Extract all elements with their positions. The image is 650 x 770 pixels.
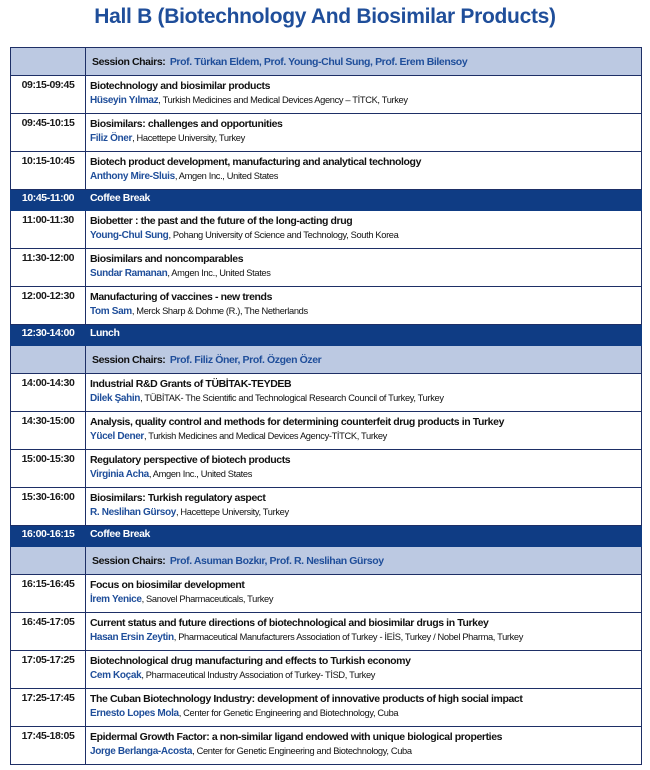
talk-time: 15:00-15:30 [11,450,86,488]
speaker-name: Hüseyin Yılmaz [90,95,159,106]
speaker-affiliation: , Turkish Medicines and Medical Devices Agency – TİTCK, Turkey [158,95,408,105]
chairs-cell [86,547,642,575]
talk-row [11,651,642,689]
speaker-name: Jorge Berlanga-Acosta [90,746,193,757]
talk-row [11,727,642,765]
speaker-name: Virginia Acha [90,469,149,480]
talk-time: 17:05-17:25 [11,651,86,689]
speaker-name: Cem Koçak [90,670,142,681]
talk-title: Biosimilars: Turkish regulatory aspect [90,492,266,504]
talk-title: Biotechnology and biosimilar products [90,80,271,92]
talk-title: Biosimilars and noncomparables [90,253,244,265]
talk-cell [86,450,642,488]
talk-time: 14:30-15:00 [11,412,86,450]
speaker-affiliation: , Pohang University of Science and Technology, South Korea [168,230,399,240]
speaker-affiliation: , Center for Genetic Engineering and Biotechnology, Cuba [192,746,412,756]
break-time: 10:45-11:00 [11,190,86,211]
chairs-cell [86,346,642,374]
time-cell-empty [11,48,86,76]
talk-speaker-line [90,131,641,146]
talk-cell [86,488,642,526]
speaker-affiliation: , Amgen Inc., United States [174,171,279,181]
talk-cell [86,76,642,114]
talk-title: Biotech product development, manufacturing and analytical technology [90,156,422,168]
talk-row [11,613,642,651]
talk-row [11,76,642,114]
talk-row [11,450,642,488]
break-label: Coffee Break [86,526,642,547]
talk-time: 11:30-12:00 [11,249,86,287]
speaker-affiliation: , Turkish Medicines and Medical Devices Agency-TİTCK, Turkey [143,431,387,441]
talk-time: 17:45-18:05 [11,727,86,765]
talk-speaker-line [90,391,641,406]
talk-row [11,575,642,613]
break-time: 12:30-14:00 [11,325,86,346]
speaker-affiliation: , Amgen Inc., United States [167,268,271,278]
session-chairs-row [11,346,642,374]
talk-title: The Cuban Biotechnology Industry: development of innovative products of high social impact [90,693,523,705]
session-chairs-row [11,48,642,76]
break-row [11,325,642,346]
schedule-body [11,48,642,765]
speaker-name: İrem Yenice [90,594,142,605]
speaker-name: Tom Sam [90,306,132,317]
speaker-affiliation: , Amgen Inc., United States [148,469,253,479]
talk-cell [86,211,642,249]
talk-time: 15:30-16:00 [11,488,86,526]
chairs-names: Prof. Türkan Eldem, Prof. Young-Chul Sung, Prof. Erem Bilensoy [169,56,468,68]
schedule-table [10,47,642,765]
talk-title: Current status and future directions of biotechnological and biosimilar drugs in Turkey [90,617,489,629]
talk-speaker-line [90,93,641,108]
time-cell-empty [11,547,86,575]
talk-row [11,374,642,412]
talk-row [11,287,642,325]
talk-speaker-line [90,505,641,520]
talk-cell [86,575,642,613]
talk-cell [86,727,642,765]
speaker-name: Hasan Ersin Zeytin [90,632,174,643]
talk-row [11,488,642,526]
talk-title: Regulatory perspective of biotech products [90,454,291,466]
talk-speaker-line [90,169,641,184]
talk-speaker-line [90,266,641,281]
speaker-name: Dilek Şahin [90,393,141,404]
speaker-name: Yücel Dener [90,431,144,442]
speaker-affiliation: , Hacettepe University, Turkey [175,507,289,517]
chairs-label: Session Chairs: [92,354,166,366]
talk-time: 11:00-11:30 [11,211,86,249]
talk-title: Focus on biosimilar development [90,579,245,591]
talk-time: 17:25-17:45 [11,689,86,727]
speaker-name: Filiz Öner [90,133,133,144]
speaker-affiliation: , Pharmaceutical Manufacturers Association of Turkey - İEİS, Turkey / Nobel Pharma, Turkey [173,632,524,642]
talk-row [11,249,642,287]
break-time: 16:00-16:15 [11,526,86,547]
talk-title: Manufacturing of vaccines - new trends [90,291,273,303]
talk-cell [86,152,642,190]
talk-cell [86,374,642,412]
speaker-name: Ernesto Lopes Mola [90,708,179,719]
talk-time: 12:00-12:30 [11,287,86,325]
speaker-name: Anthony Mire-Sluis [90,171,175,182]
talk-row [11,412,642,450]
talk-speaker-line [90,630,641,645]
talk-cell [86,689,642,727]
session-chairs-row [11,547,642,575]
speaker-name: Young-Chul Sung [90,230,169,241]
talk-cell [86,287,642,325]
talk-speaker-line [90,467,641,482]
talk-time: 16:15-16:45 [11,575,86,613]
talk-speaker-line [90,668,641,683]
break-label: Coffee Break [86,190,642,211]
talk-title: Biotechnological drug manufacturing and effects to Turkish economy [90,655,411,667]
talk-speaker-line [90,429,641,444]
talk-cell [86,412,642,450]
speaker-affiliation: , Center for Genetic Engineering and Biotechnology, Cuba [178,708,399,718]
talk-row [11,211,642,249]
speaker-affiliation: , Pharmaceutical Industry Association of Turkey- TİSD, Turkey [141,670,376,680]
talk-cell [86,114,642,152]
talk-speaker-line [90,592,641,607]
talk-speaker-line [90,706,641,721]
talk-title: Industrial R&D Grants of TÜBİTAK-TEYDEB [90,378,292,390]
talk-speaker-line [90,304,641,319]
chairs-names: Prof. Asuman Bozkır, Prof. R. Neslihan Gürsoy [169,555,384,567]
chairs-label: Session Chairs: [92,56,166,68]
talk-time: 16:45-17:05 [11,613,86,651]
talk-title: Analysis, quality control and methods for determining counterfeit drug products in Turkey [90,416,505,428]
break-row [11,190,642,211]
speaker-name: Sundar Ramanan [90,268,168,279]
talk-time: 09:45-10:15 [11,114,86,152]
talk-title: Biobetter : the past and the future of the long-acting drug [90,215,353,227]
speaker-name: R. Neslihan Gürsoy [90,507,176,518]
talk-speaker-line [90,228,641,243]
time-cell-empty [11,346,86,374]
chairs-names: Prof. Filiz Öner, Prof. Özgen Özer [169,354,322,366]
talk-cell [86,651,642,689]
chairs-cell [86,48,642,76]
talk-speaker-line [90,744,641,759]
speaker-affiliation: , TÜBİTAK- The Scientific and Technological Research Council of Turkey, Turkey [140,393,444,403]
speaker-affiliation: , Merck Sharp & Dohme (R.), The Netherlands [131,306,308,316]
talk-cell [86,249,642,287]
chairs-label: Session Chairs: [92,555,166,567]
talk-time: 09:15-09:45 [11,76,86,114]
break-row [11,526,642,547]
talk-cell [86,613,642,651]
talk-row [11,114,642,152]
hall-title: Hall B (Biotechnology And Biosimilar Products) [94,5,556,28]
talk-row [11,689,642,727]
talk-time: 14:00-14:30 [11,374,86,412]
speaker-affiliation: , Sanovel Pharmaceuticals, Turkey [141,594,274,604]
talk-row [11,152,642,190]
speaker-affiliation: , Hacettepe University, Turkey [132,133,245,143]
talk-title: Biosimilars: challenges and opportunities [90,118,283,130]
talk-title: Epidermal Growth Factor: a non-similar ligand endowed with unique biological properties [90,731,503,743]
talk-time: 10:15-10:45 [11,152,86,190]
break-label: Lunch [86,325,642,346]
